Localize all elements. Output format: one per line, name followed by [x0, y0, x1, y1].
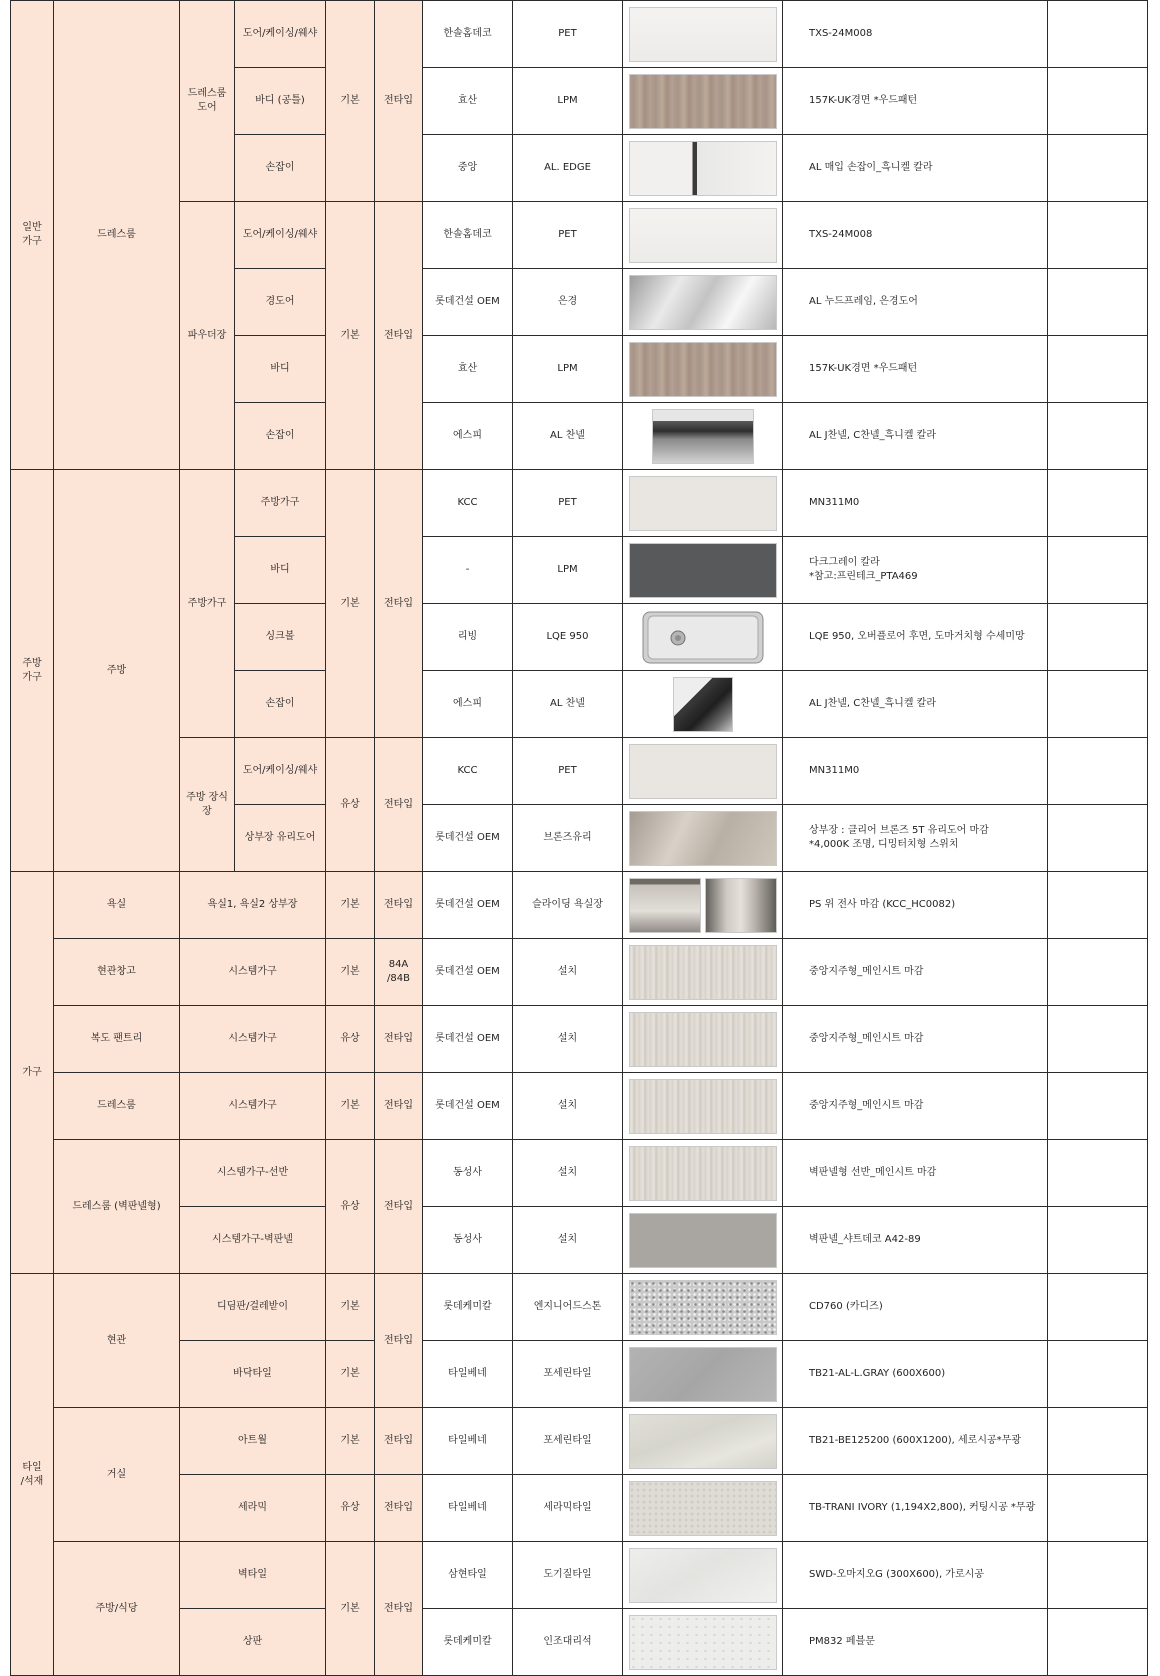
scope-cell: 전타입 — [375, 1, 423, 202]
spec-cell: 157K-UK경면 *우드패턴 — [783, 68, 1048, 135]
table-row — [11, 1609, 1148, 1676]
room-cell: 주방 — [54, 470, 180, 872]
material-cell: 포세린타일 — [513, 1408, 623, 1475]
scope-cell: 전타입 — [375, 738, 423, 872]
grade-cell: 유상 — [326, 1140, 375, 1274]
spec-cell: TXS-24M008 — [783, 202, 1048, 269]
scope-cell: 전타입 — [375, 872, 423, 939]
edge-handle-swatch — [629, 141, 777, 196]
spec-cell: PS 위 전사 마감 (KCC_HC0082) — [783, 872, 1048, 939]
note-cell — [1048, 1542, 1148, 1609]
table-row — [11, 1006, 1148, 1073]
beige-stone-swatch — [629, 1414, 777, 1469]
swatch-cell — [623, 738, 783, 805]
item-cell: 손잡이 — [235, 671, 326, 738]
swatch-cell — [623, 135, 783, 202]
oak-texture-swatch — [629, 945, 777, 1000]
material-cell: AL 찬넬 — [513, 403, 623, 470]
channel-photo-swatch — [673, 677, 733, 732]
note-cell — [1048, 202, 1148, 269]
table-row — [11, 1140, 1148, 1207]
grade-cell: 기본 — [326, 1, 375, 202]
oak-texture-swatch — [629, 1012, 777, 1067]
material-cell: PET — [513, 738, 623, 805]
item-cell: 바디 — [235, 537, 326, 604]
category-cell: 주방 가구 — [11, 470, 54, 872]
spec-cell: AL J찬넬, C찬넬_흑니켈 칼라 — [783, 671, 1048, 738]
item-cell: 손잡이 — [235, 135, 326, 202]
maker-cell: 타일베네 — [423, 1408, 513, 1475]
maker-cell: 롯데건설 OEM — [423, 939, 513, 1006]
spec-cell: AL 매입 손잡이_흑니켈 칼라 — [783, 135, 1048, 202]
maker-cell: 롯데건설 OEM — [423, 805, 513, 872]
item-cell: 시스템가구 — [180, 1006, 326, 1073]
grade-cell: 기본 — [326, 470, 375, 738]
dark-gray-panel-swatch — [629, 543, 777, 598]
group-cell: 파우더장 — [180, 202, 235, 470]
spec-cell: TB-TRANI IVORY (1,194X2,800), 커팅시공 *무광 — [783, 1475, 1048, 1542]
spec-cell: 중앙지주형_메인시트 마감 — [783, 1073, 1048, 1140]
table-row — [11, 1274, 1148, 1341]
swatch-cell — [623, 805, 783, 872]
note-cell — [1048, 1006, 1148, 1073]
mirror-swatch — [629, 275, 777, 330]
note-cell — [1048, 336, 1148, 403]
spec-cell: 벽판넬형 선반_메인시트 마감 — [783, 1140, 1048, 1207]
material-cell: 설치 — [513, 1073, 623, 1140]
maker-cell: 롯데케미칼 — [423, 1274, 513, 1341]
grade-cell: 기본 — [326, 1542, 375, 1676]
sink-bowl-swatch — [642, 610, 764, 665]
maker-cell: 에스피 — [423, 671, 513, 738]
room-cell: 드레스룸 — [54, 1, 180, 470]
finish-spec-table — [10, 0, 1148, 1676]
item-cell: 도어/케이싱/웨샤 — [235, 738, 326, 805]
grade-cell: 기본 — [326, 1408, 375, 1475]
note-cell — [1048, 1073, 1148, 1140]
item-cell: 싱크볼 — [235, 604, 326, 671]
table-row — [11, 1073, 1148, 1140]
material-cell: 설치 — [513, 1207, 623, 1274]
bronze-glass-swatch — [629, 811, 777, 866]
pebble-top-swatch — [629, 1615, 777, 1670]
item-cell: 바디 — [235, 336, 326, 403]
note-cell — [1048, 1274, 1148, 1341]
item-cell: 아트월 — [180, 1408, 326, 1475]
note-cell — [1048, 872, 1148, 939]
table-row — [11, 738, 1148, 805]
channel-photo-swatch — [652, 409, 754, 464]
gray-tile-swatch — [629, 1347, 777, 1402]
item-cell: 도어/케이싱/웨샤 — [235, 202, 326, 269]
spec-cell: 157K-UK경면 *우드패턴 — [783, 336, 1048, 403]
scope-cell: 전타입 — [375, 1274, 423, 1408]
material-cell: PET — [513, 470, 623, 537]
swatch-cell — [623, 269, 783, 336]
item-cell: 주방가구 — [235, 470, 326, 537]
material-cell: 브론즈유리 — [513, 805, 623, 872]
note-cell — [1048, 1140, 1148, 1207]
item-cell: 상판 — [180, 1609, 326, 1676]
note-cell — [1048, 939, 1148, 1006]
scope-cell: 전타입 — [375, 202, 423, 470]
material-cell: PET — [513, 202, 623, 269]
wood-panel-swatch — [629, 74, 777, 129]
grade-cell: 기본 — [326, 1274, 375, 1341]
group-cell: 드레스룸 도어 — [180, 1, 235, 202]
swatch-cell — [623, 1140, 783, 1207]
material-cell: LPM — [513, 68, 623, 135]
swatch-cell — [623, 537, 783, 604]
item-cell: 세라믹 — [180, 1475, 326, 1542]
grade-cell: 유상 — [326, 1006, 375, 1073]
item-cell: 바닥타일 — [180, 1341, 326, 1408]
table-row — [11, 1207, 1148, 1274]
maker-cell: 타일베네 — [423, 1475, 513, 1542]
material-cell: LPM — [513, 336, 623, 403]
note-cell — [1048, 604, 1148, 671]
note-cell — [1048, 403, 1148, 470]
maker-cell: 롯데건설 OEM — [423, 872, 513, 939]
bath-cabinet-photos — [626, 878, 779, 933]
material-cell: 인조대리석 — [513, 1609, 623, 1676]
table-row — [11, 1475, 1148, 1542]
scope-cell: 전타입 — [375, 470, 423, 738]
spec-cell: MN311M0 — [783, 470, 1048, 537]
note-cell — [1048, 1341, 1148, 1408]
grade-cell: 기본 — [326, 1341, 375, 1408]
swatch-cell — [623, 1609, 783, 1676]
note-cell — [1048, 537, 1148, 604]
maker-cell: 동성사 — [423, 1207, 513, 1274]
spec-cell: TB21-BE125200 (600X1200), 세로시공*무광 — [783, 1408, 1048, 1475]
spec-cell: PM832 페블문 — [783, 1609, 1048, 1676]
item-cell: 시스템가구-선반 — [180, 1140, 326, 1207]
white-wall-tile-swatch — [629, 1548, 777, 1603]
item-cell: 도어/케이싱/웨샤 — [235, 1, 326, 68]
spec-cell: 다크그레이 칼라 *참고:프린테크_PTA469 — [783, 537, 1048, 604]
note-cell — [1048, 135, 1148, 202]
spec-cell: MN311M0 — [783, 738, 1048, 805]
material-cell: AL. EDGE — [513, 135, 623, 202]
maker-cell: KCC — [423, 738, 513, 805]
room-cell: 욕실 — [54, 872, 180, 939]
swatch-cell — [623, 1, 783, 68]
table-row — [11, 1, 1148, 68]
grade-cell: 유상 — [326, 738, 375, 872]
scope-cell: 전타입 — [375, 1542, 423, 1676]
grade-cell: 기본 — [326, 939, 375, 1006]
gray-panel-swatch — [629, 1213, 777, 1268]
maker-cell: 동성사 — [423, 1140, 513, 1207]
group-cell: 주방가구 — [180, 470, 235, 738]
scope-cell: 전타입 — [375, 1408, 423, 1475]
grade-cell: 기본 — [326, 202, 375, 470]
grade-cell: 기본 — [326, 872, 375, 939]
swatch-cell — [623, 939, 783, 1006]
maker-cell: KCC — [423, 470, 513, 537]
note-cell — [1048, 269, 1148, 336]
item-cell: 손잡이 — [235, 403, 326, 470]
terrazzo-swatch — [629, 1280, 777, 1335]
note-cell — [1048, 1475, 1148, 1542]
material-cell: 은경 — [513, 269, 623, 336]
maker-cell: 삼현타일 — [423, 1542, 513, 1609]
swatch-cell — [623, 1274, 783, 1341]
maker-cell: 롯데건설 OEM — [423, 1006, 513, 1073]
maker-cell: 타일베네 — [423, 1341, 513, 1408]
note-cell — [1048, 671, 1148, 738]
swatch-cell — [623, 1408, 783, 1475]
room-cell: 주방/식당 — [54, 1542, 180, 1676]
swatch-cell — [623, 336, 783, 403]
material-cell: LQE 950 — [513, 604, 623, 671]
item-cell: 디딤판/걸레받이 — [180, 1274, 326, 1341]
swatch-cell — [623, 671, 783, 738]
swatch-cell — [623, 68, 783, 135]
table-row — [11, 939, 1148, 1006]
note-cell — [1048, 1609, 1148, 1676]
table-row — [11, 1408, 1148, 1475]
white-panel-swatch — [629, 208, 777, 263]
note-cell — [1048, 1408, 1148, 1475]
maker-cell: 에스피 — [423, 403, 513, 470]
room-cell: 현관창고 — [54, 939, 180, 1006]
ivory-ceramic-swatch — [629, 1481, 777, 1536]
spec-cell: AL 누드프레임, 은경도어 — [783, 269, 1048, 336]
spec-cell: SWD-오마지오G (300X600), 가로시공 — [783, 1542, 1048, 1609]
spec-cell: LQE 950, 오버플로어 후면, 도마거치형 수세미망 — [783, 604, 1048, 671]
maker-cell: 한솔홈데코 — [423, 202, 513, 269]
maker-cell: - — [423, 537, 513, 604]
item-cell: 상부장 유리도어 — [235, 805, 326, 872]
note-cell — [1048, 68, 1148, 135]
maker-cell: 효산 — [423, 68, 513, 135]
light-gray-panel-swatch — [629, 744, 777, 799]
swatch-cell — [623, 403, 783, 470]
room-cell: 현관 — [54, 1274, 180, 1408]
maker-cell: 리빙 — [423, 604, 513, 671]
item-cell: 욕실1, 욕실2 상부장 — [180, 872, 326, 939]
room-cell: 드레스룸 — [54, 1073, 180, 1140]
group-cell: 주방 장식장 — [180, 738, 235, 872]
item-cell: 바디 (공틀) — [235, 68, 326, 135]
maker-cell: 중앙 — [423, 135, 513, 202]
category-cell: 타일 /석재 — [11, 1274, 54, 1676]
grade-cell: 유상 — [326, 1475, 375, 1542]
spec-cell: 상부장 : 클리어 브론즈 5T 유리도어 마감 *4,000K 조명, 디밍터치형 스위치 — [783, 805, 1048, 872]
table-row — [11, 872, 1148, 939]
maker-cell: 롯데건설 OEM — [423, 269, 513, 336]
item-cell: 벽타일 — [180, 1542, 326, 1609]
material-cell: 설치 — [513, 939, 623, 1006]
note-cell — [1048, 805, 1148, 872]
spec-cell: CD760 (카디즈) — [783, 1274, 1048, 1341]
swatch-cell — [623, 202, 783, 269]
item-cell: 경도어 — [235, 269, 326, 336]
swatch-cell — [623, 604, 783, 671]
item-cell: 시스템가구-벽판넬 — [180, 1207, 326, 1274]
maker-cell: 롯데건설 OEM — [423, 1073, 513, 1140]
scope-cell: 전타입 — [375, 1475, 423, 1542]
material-cell: 세라믹타일 — [513, 1475, 623, 1542]
category-cell: 일반 가구 — [11, 1, 54, 470]
spec-cell: TXS-24M008 — [783, 1, 1048, 68]
room-cell: 드레스룸 (벽판넬형) — [54, 1140, 180, 1274]
white-panel-swatch — [629, 7, 777, 62]
scope-cell: 84A /84B — [375, 939, 423, 1006]
swatch-cell — [623, 1475, 783, 1542]
material-cell: 슬라이딩 욕실장 — [513, 872, 623, 939]
note-cell — [1048, 738, 1148, 805]
note-cell — [1048, 1, 1148, 68]
material-cell: 도기질타일 — [513, 1542, 623, 1609]
table-row — [11, 470, 1148, 537]
spec-cell: 중앙지주형_메인시트 마감 — [783, 1006, 1048, 1073]
spec-cell: 중앙지주형_메인시트 마감 — [783, 939, 1048, 1006]
swatch-cell — [623, 1341, 783, 1408]
spec-cell: AL J찬넬, C찬넬_흑니켈 칼라 — [783, 403, 1048, 470]
grade-cell: 기본 — [326, 1073, 375, 1140]
note-cell — [1048, 1207, 1148, 1274]
oak-texture-swatch — [629, 1079, 777, 1134]
bath-cabinet-photo — [705, 878, 777, 933]
room-cell: 거실 — [54, 1408, 180, 1542]
category-cell: 가구 — [11, 872, 54, 1274]
material-cell: 엔지니어드스톤 — [513, 1274, 623, 1341]
item-cell: 시스템가구 — [180, 1073, 326, 1140]
material-cell: LPM — [513, 537, 623, 604]
scope-cell: 전타입 — [375, 1140, 423, 1274]
material-cell: 설치 — [513, 1140, 623, 1207]
table-row — [11, 1341, 1148, 1408]
scope-cell: 전타입 — [375, 1006, 423, 1073]
maker-cell: 한솔홈데코 — [423, 1, 513, 68]
swatch-cell — [623, 1207, 783, 1274]
maker-cell: 롯데케미칼 — [423, 1609, 513, 1676]
spec-cell: TB21-AL-L.GRAY (600X600) — [783, 1341, 1048, 1408]
material-cell: 포세린타일 — [513, 1341, 623, 1408]
scope-cell: 전타입 — [375, 1073, 423, 1140]
note-cell — [1048, 470, 1148, 537]
bath-cabinet-photo — [629, 878, 701, 933]
swatch-cell — [623, 1542, 783, 1609]
swatch-cell — [623, 1006, 783, 1073]
maker-cell: 효산 — [423, 336, 513, 403]
swatch-cell — [623, 470, 783, 537]
swatch-cell — [623, 872, 783, 939]
material-cell: AL 찬넬 — [513, 671, 623, 738]
oak-texture-swatch — [629, 1146, 777, 1201]
material-cell: 설치 — [513, 1006, 623, 1073]
material-cell: PET — [513, 1, 623, 68]
swatch-cell — [623, 1073, 783, 1140]
light-gray-panel-swatch — [629, 476, 777, 531]
item-cell: 시스템가구 — [180, 939, 326, 1006]
table-row — [11, 202, 1148, 269]
room-cell: 복도 팬트리 — [54, 1006, 180, 1073]
spec-cell: 벽판넬_샤트데코 A42-89 — [783, 1207, 1048, 1274]
table-row — [11, 1542, 1148, 1609]
wood-panel-swatch — [629, 342, 777, 397]
